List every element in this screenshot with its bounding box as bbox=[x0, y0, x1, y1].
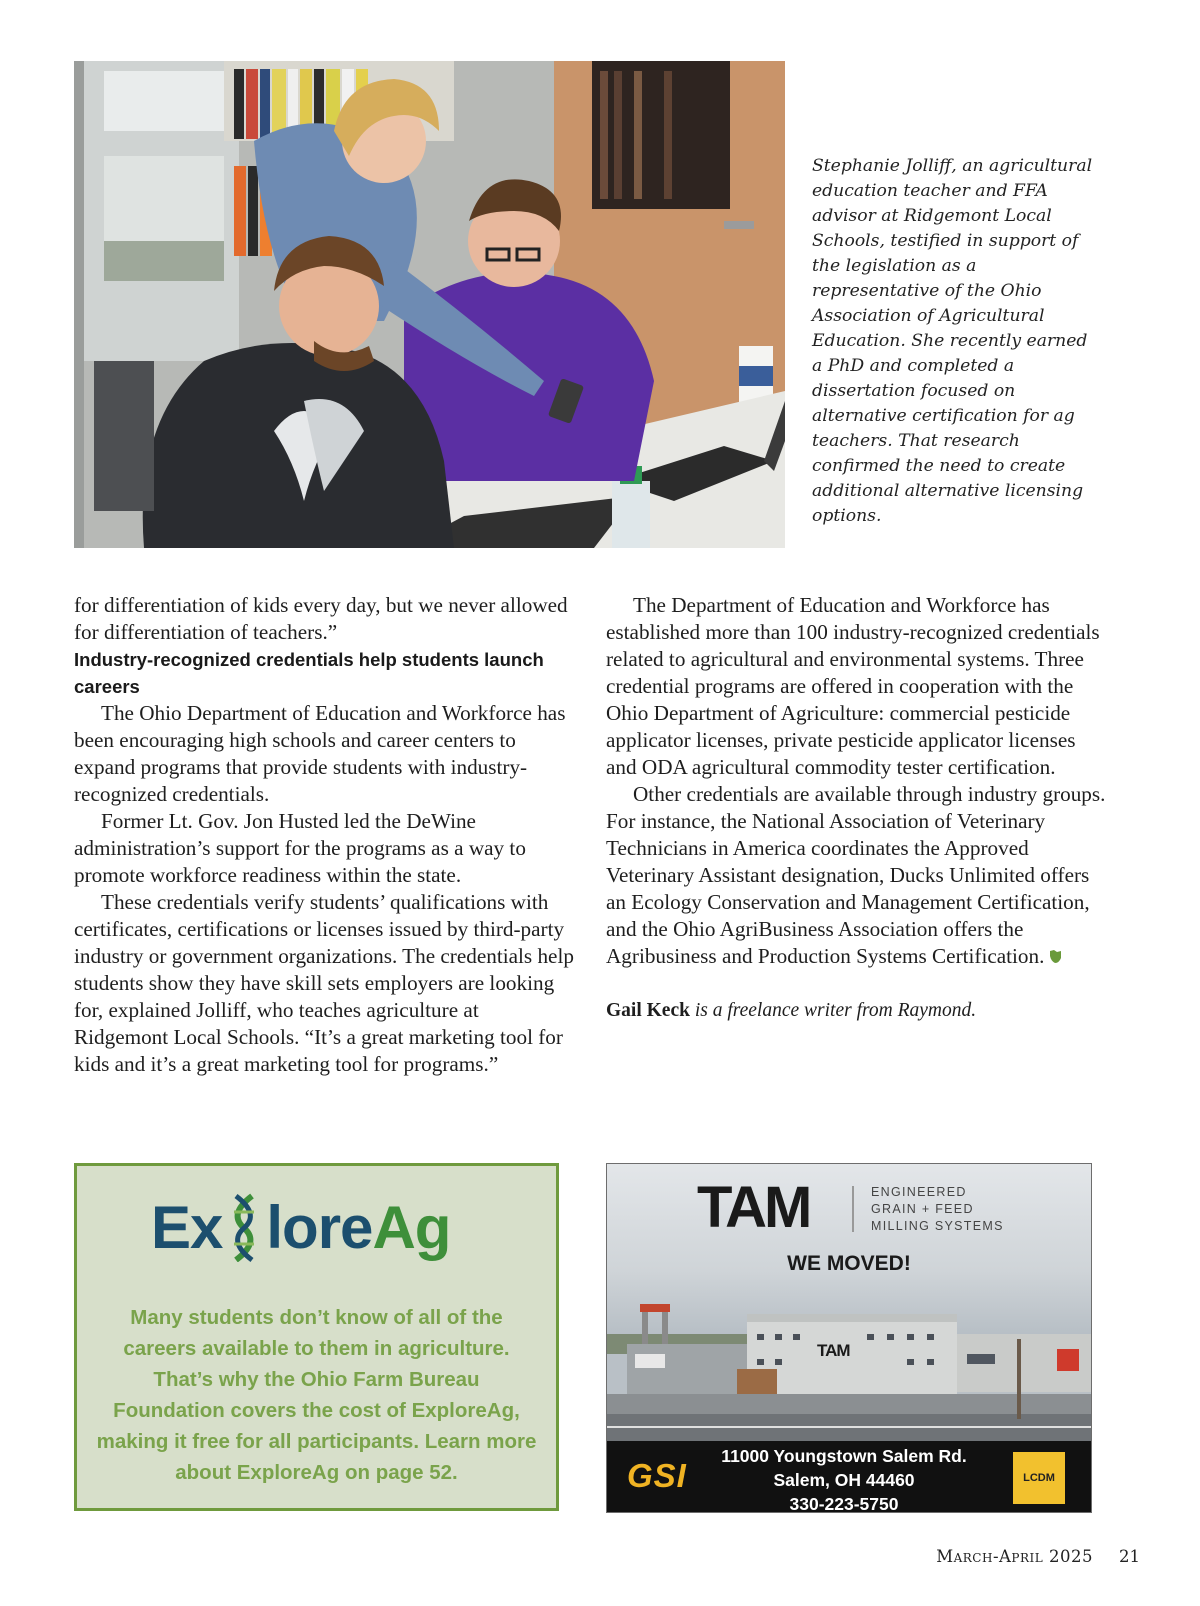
tam-building-sign: TAM bbox=[817, 1341, 850, 1360]
continuation-paragraph: for differentiation of kids every day, but we never allowed for differentiation of teachers.” bbox=[74, 593, 568, 644]
tam-logo: TAM bbox=[697, 1175, 810, 1240]
address-street: 11000 Youngstown Salem Rd. bbox=[721, 1446, 967, 1466]
issue-date: March-April 2025 bbox=[936, 1547, 1093, 1566]
exploreag-logo-text-lore: lore bbox=[266, 1194, 373, 1261]
exploreag-logo-text-ag: Ag bbox=[372, 1194, 451, 1261]
page-folio bbox=[936, 1547, 1140, 1566]
end-of-article-leaf-icon bbox=[1049, 949, 1062, 964]
author-byline bbox=[606, 997, 1106, 1024]
tam-tagline bbox=[871, 1184, 1004, 1235]
exploreag-logo bbox=[151, 1192, 450, 1263]
tam-logo-divider bbox=[852, 1186, 854, 1232]
exploreag-advertisement[interactable] bbox=[74, 1163, 559, 1511]
body-paragraph-last bbox=[606, 781, 1106, 970]
tam-address bbox=[699, 1444, 989, 1513]
tam-tagline-line: MILLING SYSTEMS bbox=[871, 1219, 1004, 1233]
article-photo bbox=[74, 61, 785, 548]
address-city: Salem, OH 44460 bbox=[773, 1470, 915, 1490]
article-column-right bbox=[606, 592, 1106, 1024]
body-paragraph-text: Other credentials are available through industry groups. For instance, the National Association of Veterinary Technicians in America coordinates the Approved Veterinary Assistant designation, Ducks Unlimited offers an Ecology Conservation and Management Certification, and the Ohio AgriBusiness Association offers the Agribusiness and Production Systems Certification. bbox=[606, 782, 1106, 968]
page-number: 21 bbox=[1119, 1547, 1140, 1566]
author-name: Gail Keck bbox=[606, 1000, 690, 1021]
body-paragraph: These credentials verify students’ qualifications with certificates, certifications or licenses issued by third-party industry or government organizations. The credentials help students show they have skill sets employers are looking for, explained Jolliff, who teaches agriculture at Ridgemont Local Schools. “It’s a great marketing tool for kids and it’s a great marketing tool for programs.” bbox=[74, 890, 574, 1076]
gsi-logo: GSI bbox=[627, 1457, 687, 1494]
article-column-left bbox=[74, 592, 574, 1078]
body-paragraph: Former Lt. Gov. Jon Husted led the DeWine administration’s support for the programs as a way to promote workforce readiness within the state. bbox=[74, 809, 526, 887]
tam-headline: WE MOVED! bbox=[787, 1252, 911, 1275]
dna-helix-icon bbox=[222, 1192, 266, 1262]
section-subhead: Industry-recognized credentials help students launch careers bbox=[74, 649, 544, 697]
lcdm-logo: LCDM bbox=[1013, 1452, 1065, 1504]
classroom-photo-illustration bbox=[74, 61, 785, 548]
tam-advertisement[interactable] bbox=[606, 1163, 1092, 1513]
tam-contact-footer bbox=[607, 1441, 1092, 1513]
body-paragraph: The Ohio Department of Education and Workforce has been encouraging high schools and career centers to expand programs that provide students with industry-recognized credentials. bbox=[74, 701, 566, 806]
address-phone[interactable]: 330-223-5750 bbox=[789, 1494, 899, 1513]
photo-caption: Stephanie Jolliff, an agricultural education teacher and FFA advisor at Ridgemont Local Schools, testified in support of the legislation as a representative of the Ohio Association of Agricultural Education. She recently earned a PhD and completed a dissertation focused on alternative certification for ag teachers. That research confirmed the need to create additional alternative licensing options. bbox=[812, 156, 1093, 526]
tam-tagline-line: ENGINEERED bbox=[871, 1185, 967, 1199]
tam-tagline-line: GRAIN + FEED bbox=[871, 1202, 974, 1216]
exploreag-ad-text: Many students don’t know of all of the careers available to them in agriculture. That’s why the Ohio Farm Bureau Foundation covers the cost of ExploreAg, making it free for all participants. Learn more about ExploreAg on page 52. bbox=[96, 1306, 537, 1484]
exploreag-logo-text-ex: Ex bbox=[151, 1194, 223, 1261]
body-paragraph: The Department of Education and Workforce has established more than 100 industry-recognized credentials related to agricultural and environmental systems. Three credential programs are offered in cooperation with the Ohio Department of Agriculture: commercial pesticide applicator licenses, private pesticide applicator licenses and ODA agricultural commodity tester certification. bbox=[606, 593, 1100, 779]
author-description: is a freelance writer from Raymond. bbox=[694, 1000, 977, 1021]
